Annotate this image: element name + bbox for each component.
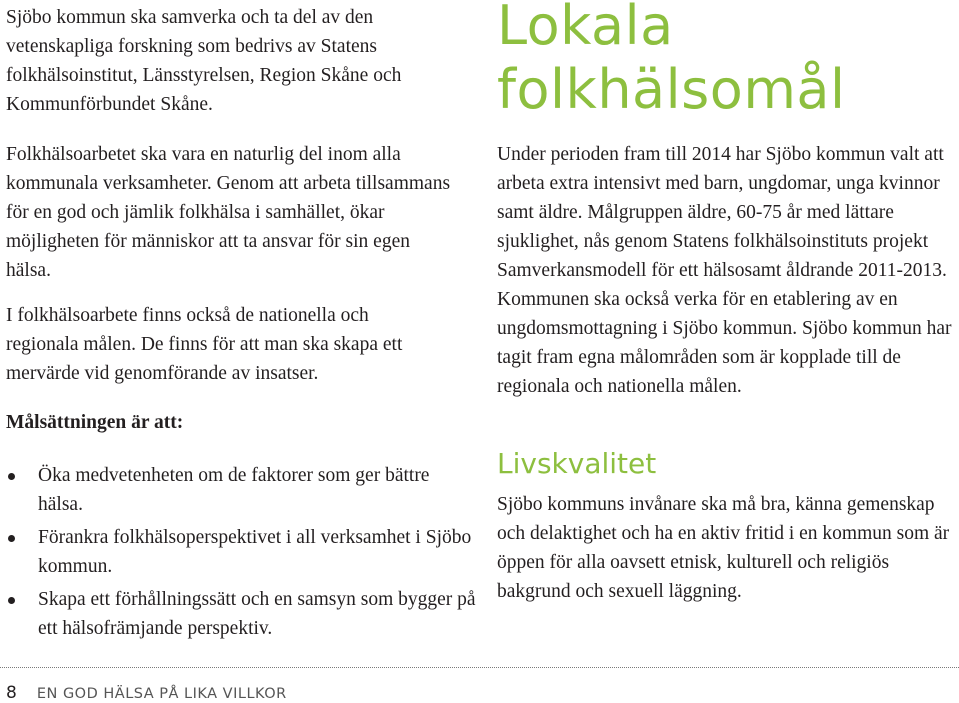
publication-title: EN GOD HÄLSA PÅ LIKA VILLKOR bbox=[36, 686, 287, 702]
bullet-icon bbox=[8, 473, 15, 480]
list-item-text: Skapa ett förhållningssätt och en samsyn som bygger på ett hälsofrämjande perspektiv. bbox=[38, 589, 476, 639]
list-item-text: Öka medvetenheten om de faktorer som ger bättre hälsa. bbox=[38, 465, 430, 515]
footer-divider bbox=[0, 667, 959, 668]
page-footer bbox=[6, 683, 287, 703]
bullet-icon bbox=[8, 535, 15, 542]
goals-list bbox=[6, 461, 476, 647]
list-item-text: Förankra folkhälsoperspektivet i all verksamhet i Sjöbo kommun. bbox=[38, 527, 472, 577]
bullet-icon bbox=[8, 597, 15, 604]
paragraph-target-groups: Under perioden fram till 2014 har Sjöbo kommun valt att arbeta extra intensivt med barn, ungdomar, unga kvinnor samt äldre. Målgruppen äldre, 60-75 år med lättare sjuklighet, nås genom Statens folkhälsoinstituts projekt Samverkansmodell för ett hälsosamt åldrande 2011-2013. Kommunen ska också verka för en etablering av en ungdomsmottagning i Sjöbo kommun. Sjöbo kommun har tagit fram egna målområden som är kopplade till de regionala och nationella målen. bbox=[497, 144, 952, 397]
paragraph-public-health-work: Folkhälsoarbetet ska vara en naturlig del inom alla kommunala verksamheter. Genom att arbeta tillsammans för en god och jämlik folkhälsa i samhället, ökar möjligheten för människor att ta ansvar för sin egen hälsa. bbox=[6, 144, 451, 281]
list-item bbox=[6, 461, 476, 519]
list-item bbox=[6, 585, 476, 643]
section-title bbox=[497, 0, 846, 122]
section-subtitle: Livskvalitet bbox=[497, 447, 657, 480]
title-line-1: Lokala bbox=[497, 0, 674, 57]
paragraph-national-goals: I folkhälsoarbete finns också de nationella och regionala målen. De finns för att man ska skapa ett mervärde vid genomförande av insatser. bbox=[6, 305, 403, 384]
list-item bbox=[6, 523, 476, 581]
page-number: 8 bbox=[6, 683, 17, 703]
title-line-2: folkhälsomål bbox=[497, 58, 846, 121]
paragraph-collaboration: Sjöbo kommun ska samverka och ta del av den vetenskapliga forskning som bedrivs av Statens folkhälsoinstitut, Länsstyrelsen, Region Skåne och Kommunförbundet Skåne. bbox=[6, 7, 402, 115]
paragraph-quality-of-life: Sjöbo kommuns invånare ska må bra, känna gemenskap och delaktighet och ha en aktiv fritid i en kommun som är öppen för alla oavsett etnisk, kulturell och religiös bakgrund och sexuell läggning. bbox=[497, 494, 950, 602]
goals-heading: Målsättningen är att: bbox=[6, 412, 184, 433]
